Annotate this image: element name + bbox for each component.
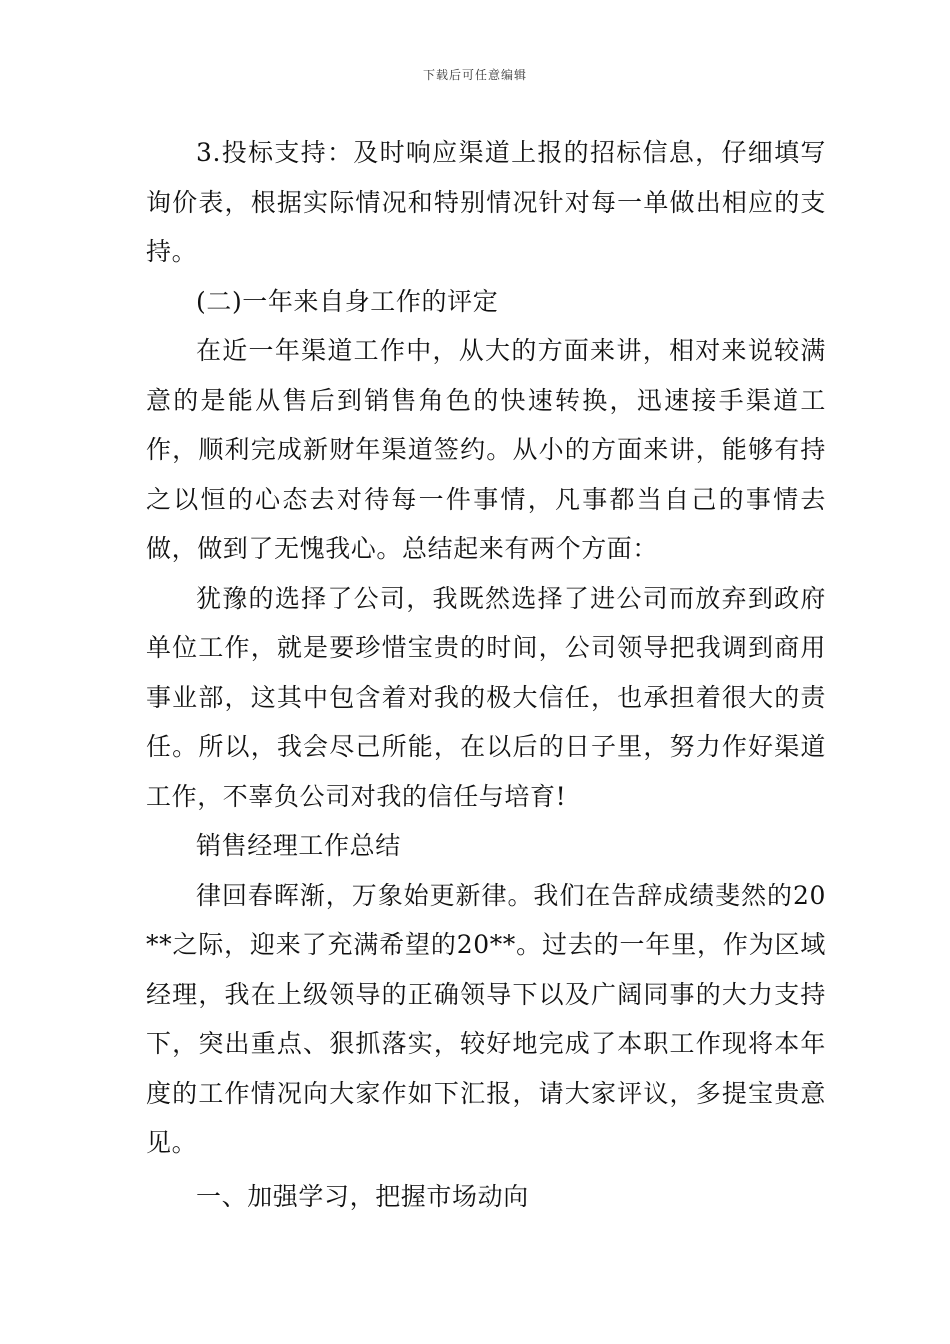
header-note: 下载后可任意编辑 [422,68,527,82]
paragraph-channel-work: 在近一年渠道工作中，从大的方面来讲，相对来说较满意的是能从售后到销售角色的快速转换，迅速接手渠道工作，顺利完成新财年渠道签约。从小的方面来讲，能够有持之以恒的心态去对待每一件事情，凡事都当自己的事情去做，做到了无愧我心。总结起来有两个方面： [146,336,826,563]
section-heading-sales-manager-summary: 销售经理工作总结 [196,831,401,860]
section-heading-learning: 一、加强学习，把握市场动向 [196,1181,529,1211]
paragraph-bid-support: 3.投标支持：及时响应渠道上报的招标信息，仔细填写询价表，根据实际情况和特别情况针对每一单做出相应的支持。 [146,138,826,266]
document-body [146,128,826,1221]
paragraph-company-choice: 犹豫的选择了公司，我既然选择了进公司而放弃到政府单位工作，就是要珍惜宝贵的时间，公司领导把我调到商用事业部，这其中包含着对我的极大信任，也承担着很大的责任。所以，我会尽己所能，在以后的日子里，努力作好渠道工作，不辜负公司对我的信任与培育! [146,583,826,811]
paragraph-year-review: 律回春晖渐，万象始更新律。我们在告辞成绩斐然的20**之际，迎来了充满希望的20**。过去的一年里，作为区域经理，我在上级领导的正确领导下以及广阔同事的大力支持下，突出重点、狠抓落实，较好地完成了本职工作现将本年度的工作情况向大家作如下汇报，请大家评议，多提宝贵意见。 [146,880,826,1157]
section-heading-self-evaluation: (二)一年来自身工作的评定 [196,286,499,316]
